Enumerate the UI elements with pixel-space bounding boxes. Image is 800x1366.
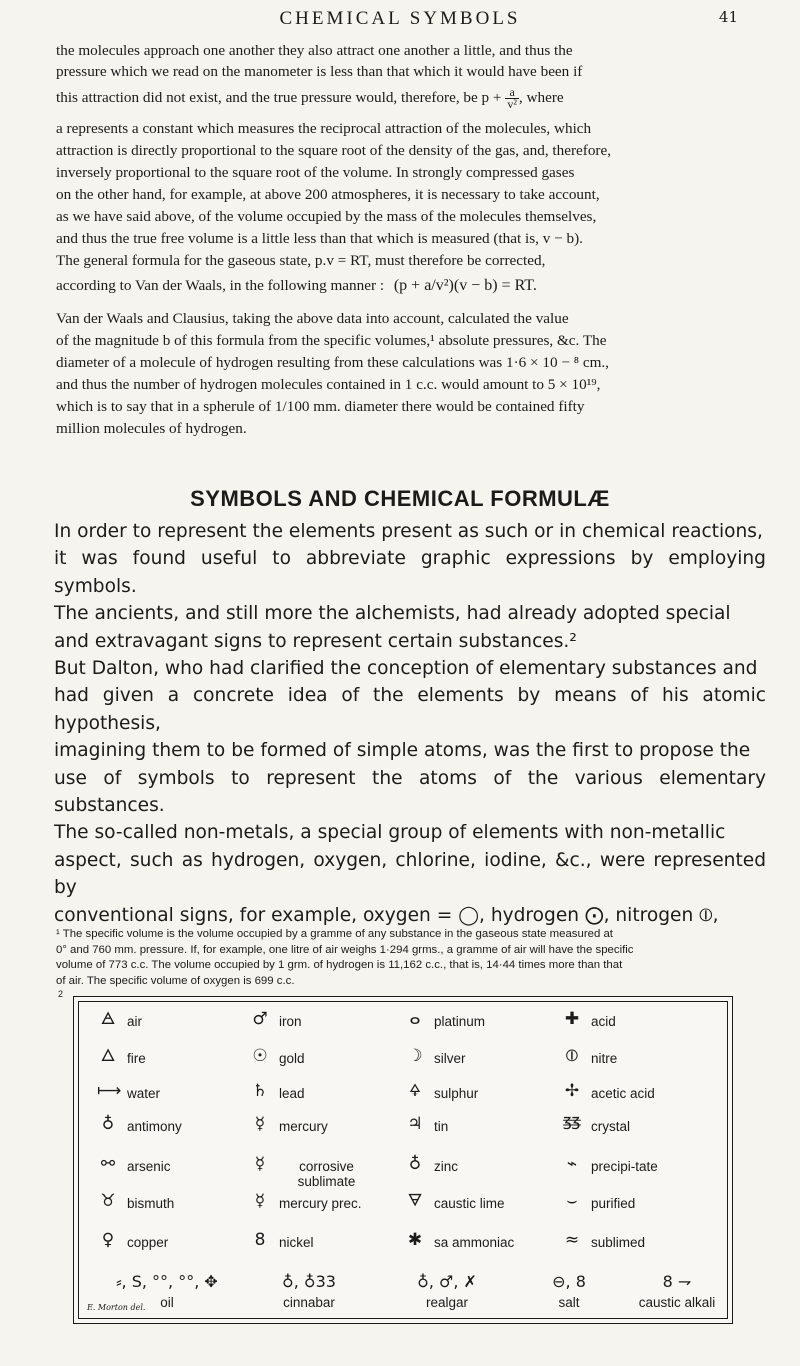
compound-label: salt <box>558 1295 580 1310</box>
symbol-entry <box>97 1114 247 1151</box>
text-line: as we have said above, of the volume occupied by the mass of the molecules themselves, <box>56 208 597 225</box>
text-line: and thus the number of hydrogen molecules contained in 1 c.c. would amount to 5 × 10¹⁹, <box>56 376 601 393</box>
symbol-entry <box>249 1230 399 1267</box>
figure-number: 2 <box>58 989 64 999</box>
footnote-line: of air. The specific volume of oxygen is 699 c.c. <box>56 974 295 987</box>
alchemical-symbol-icon: ✱ <box>407 1230 423 1250</box>
text-line: use of symbols to represent the atoms of the various elementary substances. <box>54 767 766 817</box>
alchemical-symbol-icon: ♄ <box>252 1081 268 1101</box>
text-line: Van der Waals and Clausius, taking the above data into account, calculated the value <box>56 310 569 327</box>
text-line: million molecules of hydrogen. <box>56 420 247 437</box>
compound-label: realgar <box>425 1295 469 1310</box>
symbol-label: acetic acid <box>591 1086 655 1101</box>
symbol-label: caustic lime <box>434 1196 505 1211</box>
symbol-entry <box>97 1154 247 1191</box>
alchemical-symbol-icon: ♉ <box>100 1191 116 1211</box>
symbol-label: purified <box>591 1196 636 1211</box>
symbol-entry <box>249 1114 399 1151</box>
alchemical-symbols-table <box>73 996 733 1324</box>
compound-symbols: 8 ⇁ <box>662 1272 692 1291</box>
alchemical-symbol-icon: ☉ <box>252 1046 268 1066</box>
symbol-entry <box>97 1081 247 1118</box>
alchemical-symbol-icon: 🜓 <box>562 1114 582 1134</box>
compound-symbols: ⸗, S, °°, °°, ✥ <box>116 1272 218 1291</box>
symbol-entry <box>97 1230 247 1267</box>
symbol-entry <box>561 1154 711 1191</box>
symbol-label: bismuth <box>127 1196 175 1211</box>
symbol-label: nitre <box>591 1051 618 1066</box>
symbol-label: lead <box>279 1086 305 1101</box>
symbol-entry <box>404 1191 554 1228</box>
compound-label: cinnabar <box>283 1295 335 1310</box>
symbol-entry <box>561 1114 711 1151</box>
symbol-entry <box>97 1046 247 1083</box>
body-paragraph <box>54 518 766 929</box>
footnote-line: volume of 773 c.c. The volume occupied by 1 grm. of hydrogen is 11,162 c.c., that is, 14·44 times more than that <box>56 959 623 972</box>
symbol-entry <box>404 1046 554 1083</box>
alchemical-symbol-icon: ☽ <box>407 1046 423 1066</box>
alchemical-symbol-icon: 🜁 <box>100 1009 116 1029</box>
alchemical-symbol-icon: ✚ <box>564 1009 580 1029</box>
section-heading: SYMBOLS AND CHEMICAL FORMULÆ <box>190 486 610 511</box>
symbol-label: air <box>127 1014 143 1029</box>
symbol-label: zinc <box>434 1159 459 1174</box>
alchemical-symbol-icon: ♁ <box>408 1154 422 1174</box>
symbol-label: mercury <box>279 1119 328 1134</box>
text-line: a represents a constant which measures the reciprocal attraction of the molecules, which <box>56 120 592 137</box>
fraction <box>505 87 519 110</box>
text-line <box>56 87 764 110</box>
text-line: But Dalton, who had clarified the conception of elementary substances and <box>54 658 758 680</box>
fraction-numerator: a <box>505 87 519 99</box>
symbol-label: sulphur <box>434 1086 479 1101</box>
alchemical-symbol-icon: ⌁ <box>566 1154 578 1174</box>
text-line: this attraction did not exist, and the true pressure would, therefore, be p + <box>56 89 502 106</box>
symbol-label: fire <box>127 1051 146 1066</box>
text-line: The ancients, and still more the alchemists, had already adopted special <box>54 603 731 625</box>
text-line: of the magnitude b of this formula from the specific volumes,¹ absolute pressures, &c. The <box>56 332 607 349</box>
footnote-line: 0° and 760 mm. pressure. If, for example, one litre of air weighs 1·294 grms., a gramme of air will have the specific <box>56 943 634 956</box>
footnote-line: ¹ The specific volume is the volume occupied by a gramme of any substance in the gaseous state measured at <box>56 928 613 940</box>
symbol-entry <box>249 1046 399 1083</box>
compound-label: oil <box>160 1295 174 1310</box>
alchemical-symbol-icon: ⴰ <box>409 1009 421 1029</box>
symbol-entry <box>404 1230 554 1267</box>
text-line: had given a concrete idea of the elements by means of his atomic hypothesis, <box>54 685 766 734</box>
alchemical-symbol-icon: ♀ <box>101 1230 115 1250</box>
text-line: which is to say that in a spherule of 1/100 mm. diameter there would be contained fifty <box>56 398 585 415</box>
text-line: and thus the true free volume is a little less than that which is measured (that is, v − b). <box>56 230 583 247</box>
text-line: The general formula for the gaseous state, p.v = RT, must therefore be corrected, <box>56 252 546 269</box>
footnote <box>56 927 766 989</box>
symbol-entry <box>561 1191 711 1228</box>
alchemical-symbol-icon: 🜃 <box>407 1191 423 1211</box>
symbol-label: silver <box>434 1051 466 1066</box>
symbol-label: precipi-tate <box>591 1159 658 1174</box>
text-line: inversely proportional to the square root of the volume. In strongly compressed gases <box>56 164 575 181</box>
symbol-label: acid <box>591 1014 616 1029</box>
symbol-entry <box>249 1154 399 1191</box>
symbol-entry <box>561 1046 711 1083</box>
alchemical-symbol-icon: 8 <box>254 1230 266 1250</box>
engraver-signature: E. Morton del. <box>87 1303 146 1312</box>
compound-symbols: ⊖, 8 <box>552 1272 586 1291</box>
symbol-entry <box>561 1081 711 1118</box>
symbol-entry <box>561 1230 711 1267</box>
text-line: diameter of a molecule of hydrogen resulting from these calculations was 1·6 × 10 − ⁸ cm., <box>56 354 609 371</box>
alchemical-symbol-icon: ☿ <box>254 1154 266 1174</box>
text-line: In order to represent the elements present as such or in chemical reactions, <box>54 521 763 542</box>
compound-symbols: ♁, ♂, ✗ <box>417 1272 477 1291</box>
symbol-entry <box>249 1081 399 1118</box>
text-line: on the other hand, for example, at above 200 atmospheres, it is necessary to take account, <box>56 186 600 203</box>
alchemical-symbol-icon: ✢ <box>564 1081 580 1101</box>
alchemical-symbol-icon: ♂ <box>252 1009 268 1029</box>
text-line: imagining them to be formed of simple atoms, was the first to propose the <box>54 740 751 762</box>
running-head: CHEMICAL SYMBOLS <box>279 8 521 29</box>
text-line: according to Van der Waals, in the following manner : <box>56 277 385 294</box>
symbol-entry <box>249 1191 399 1228</box>
symbol-label: water <box>127 1086 161 1101</box>
text-line: and extravagant signs to represent certain substances.² <box>54 630 577 652</box>
symbol-entry <box>404 1114 554 1151</box>
symbol-label: crystal <box>591 1119 631 1134</box>
compound-label: caustic alkali <box>638 1295 716 1310</box>
text-line: conventional signs, for example, oxygen = ◯, hydrogen ⨀, nitrogen ⦶, <box>54 904 719 926</box>
text-line: attraction is directly proportional to the square root of the density of the gas, and, therefore, <box>56 142 612 159</box>
alchemical-symbol-icon: ♁ <box>101 1114 115 1134</box>
symbol-label: gold <box>279 1051 305 1066</box>
table-inner-frame <box>78 1001 728 1319</box>
symbol-entry <box>97 1191 247 1228</box>
formula-line <box>56 277 764 295</box>
alchemical-symbol-icon: ⟼ <box>97 1081 122 1101</box>
symbol-label: platinum <box>434 1014 486 1029</box>
page-number: 41 <box>718 8 738 26</box>
fraction-denominator: v² <box>507 97 517 112</box>
symbol-label: tin <box>434 1119 449 1134</box>
symbol-label: corrosive sublimate <box>297 1159 356 1189</box>
text-line: it was found useful to abbreviate graphic expressions by employing symbols. <box>54 548 766 597</box>
page-header <box>0 8 800 34</box>
alchemical-symbol-icon: 🜂 <box>100 1046 116 1066</box>
symbol-label: mercury prec. <box>279 1196 362 1211</box>
symbol-label: copper <box>127 1235 169 1250</box>
text-line: the molecules approach one another they also attract one another a little, and thus the <box>56 42 573 59</box>
text-fragment: , where <box>518 89 564 106</box>
alchemical-symbol-icon: ⌣ <box>566 1191 578 1211</box>
compound-symbols: ♁, ♁33 <box>282 1272 336 1291</box>
alchemical-symbol-icon: ☿ <box>254 1191 266 1211</box>
symbol-entry <box>249 1009 399 1046</box>
symbol-label: sublimed <box>591 1235 646 1250</box>
alchemical-symbol-icon: ♃ <box>407 1114 423 1134</box>
symbol-entry <box>404 1154 554 1191</box>
text-line: aspect, such as hydrogen, oxygen, chlorine, iodine, &c., were represented by <box>54 849 766 899</box>
symbol-entry <box>97 1009 247 1046</box>
text-line: The so-called non-metals, a special group of elements with non-metallic <box>54 822 726 844</box>
text-line: pressure which we read on the manometer is less than that which it would have been if <box>56 63 583 80</box>
alchemical-symbol-icon: ⚯ <box>100 1154 116 1174</box>
van-der-waals-formula: (p + a/v²)(v − b) = RT. <box>393 277 537 294</box>
symbol-label: iron <box>279 1014 302 1029</box>
alchemical-symbol-icon: ☿ <box>254 1114 266 1134</box>
alchemical-symbol-icon: 🜍 <box>409 1081 421 1101</box>
symbol-entry <box>561 1009 711 1046</box>
alchemical-symbol-icon: ⦶ <box>565 1046 579 1066</box>
symbol-label: arsenic <box>127 1159 171 1174</box>
symbol-entry <box>404 1081 554 1118</box>
symbol-entry <box>404 1009 554 1046</box>
symbol-label: nickel <box>279 1235 314 1250</box>
symbol-label: antimony <box>127 1119 182 1134</box>
alchemical-symbol-icon: ≈ <box>564 1230 580 1250</box>
symbol-label: sa ammoniac <box>434 1235 515 1250</box>
